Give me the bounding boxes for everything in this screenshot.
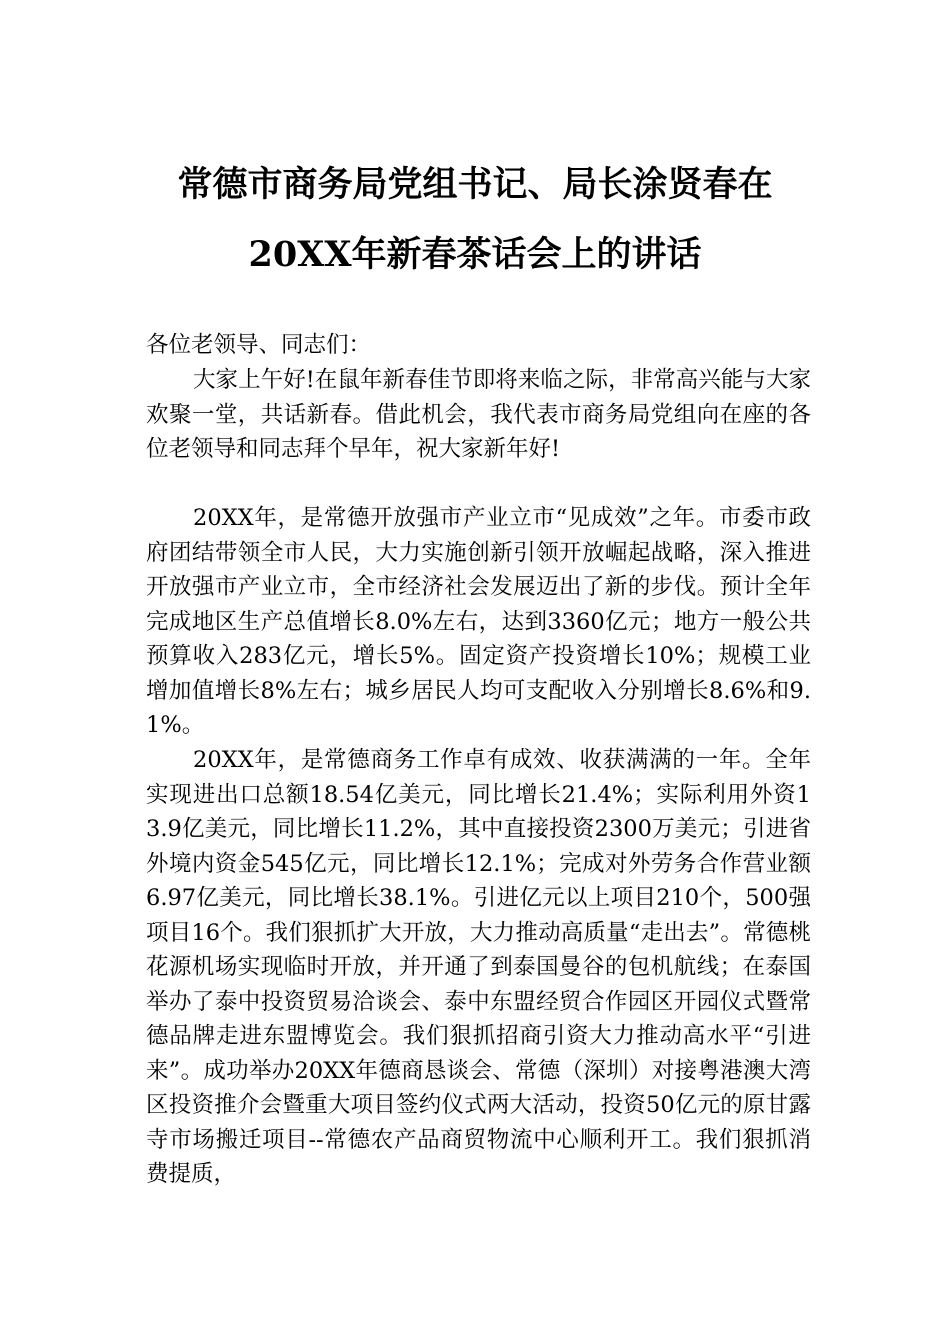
document-title-line-2: 20XX年新春茶话会上的讲话	[248, 234, 702, 275]
paragraph-commerce-work: 20XX年，是常德商务工作卓有成效、收获满满的一年。全年实现进出口总额18.54亿美元，同比增长21.4%；实际利用外资13.9亿美元，同比增长11.2%，其中直接投资2300万美元；引进省外境内资金545亿元，同比增长12.1%；完成对外劳务合作营业额6.97亿美元，同比增长38.1%。引进亿元以上项目210个，500强项目16个。我们狠抓扩大开放，大力推动高质量“走出去”。常德桃花源机场实现临时开放，并开通了到泰国曼谷的包机航线；在泰国举办了泰中投资贸易洽谈会、泰中东盟经贸合作园区开园仪式暨常德品牌走进东盟博览会。我们狠抓招商引资大力推动高水平“引进来”。成功举办20XX年德商恳谈会、常德（深圳）对接粤港澳大湾区投资推介会暨重大项目签约仪式两大活动，投资50亿元的原甘露寺市场搬迁项目--常德农产品商贸物流中心顺利开工。我们狠抓消费提质，	[146, 747, 811, 1187]
salutation: 各位老领导、同志们：	[146, 332, 372, 358]
paragraph-city-economy: 20XX年，是常德开放强市产业立市“见成效”之年。市委市政府团结带领全市人民，大力实施创新引领开放崛起战略，深入推进开放强市产业立市，全市经济社会发展迈出了新的步伐。预计全年完成地区生产总值增长8.0%左右，达到3360亿元；地方一般公共预算收入283亿元，增长5%。固定资产投资增长10%；规模工业增加值增长8%左右；城乡居民人均可支配收入分别增长8.6%和9.1%。	[146, 505, 811, 738]
document-title-line-1: 常德市商务局党组书记、局长涂贤春在	[177, 164, 773, 205]
paragraph-greeting: 大家上午好!在鼠年新春佳节即将来临之际，非常高兴能与大家欢聚一堂，共话新春。借此机会，我代表市商务局党组向在座的各位老领导和同志拜个早年，祝大家新年好!	[146, 367, 811, 462]
